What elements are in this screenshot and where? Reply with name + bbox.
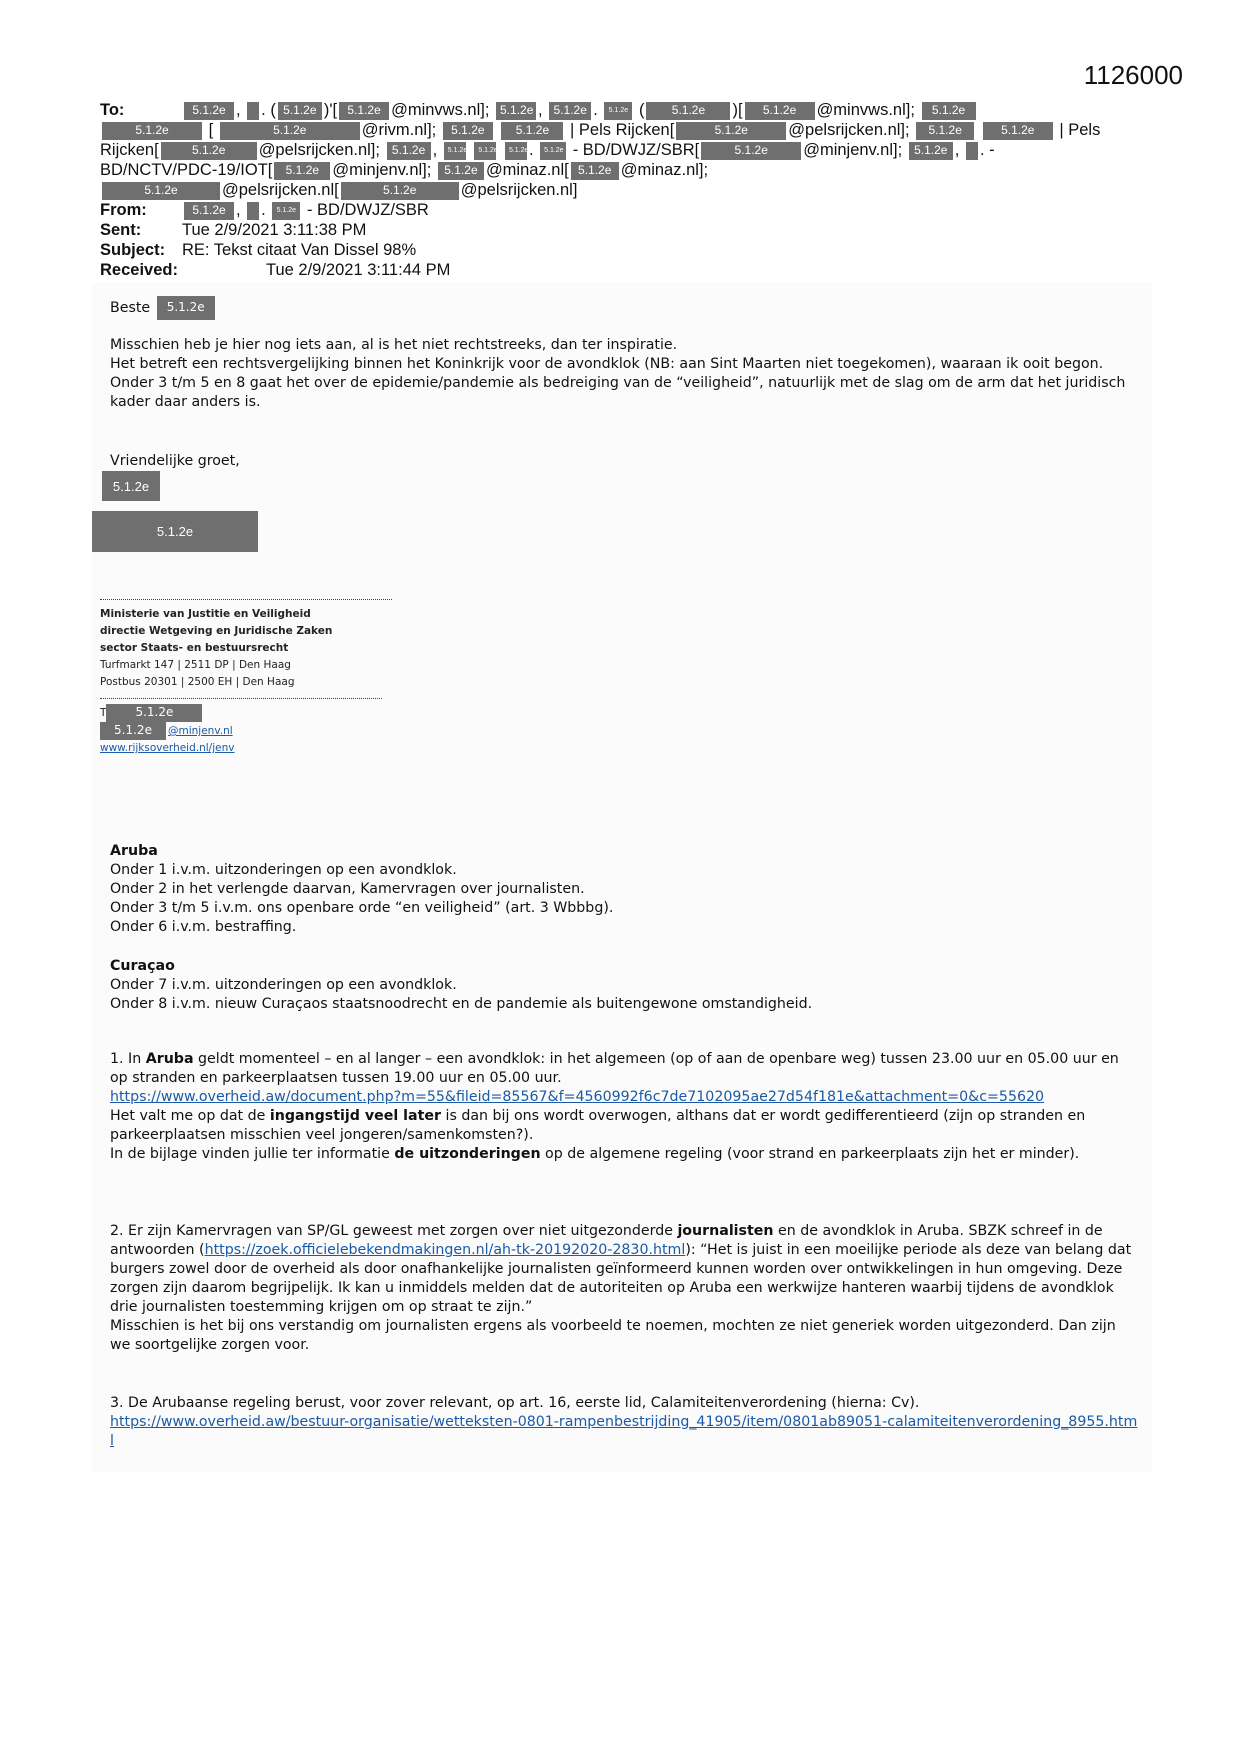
email-text: - BD/DWJZ/SBR[ <box>572 141 700 159</box>
redaction: 5.1.2e <box>339 102 389 120</box>
document-number: 1126000 <box>1083 60 1183 90</box>
redaction: 5.1.2e <box>102 122 202 140</box>
contact-email <box>100 722 420 740</box>
contact-phone <box>100 704 420 722</box>
to-line-1: To: 5.1.2e , . ( 5.1.2e )'[ 5.1.2e @minvws.nl]; 5.1.2e , 5.1.2e . 5.1.2e ( 5.1.2e )[ 5.1.2e @minvws.nl]; 5.1.2e <box>100 100 1140 120</box>
point-1-intro <box>110 1050 1140 1088</box>
email-text: @pelsrijcken.nl[ <box>222 181 339 199</box>
email-text: @minaz.nl[ <box>485 161 569 179</box>
bold-text: journalisten <box>677 1223 774 1239</box>
calamiteitenverordening-link[interactable]: https://www.overheid.aw/bestuur-organisatie/wetteksten-0801-rampenbestrijding_41905/item/0801ab89051-calamiteitenverordening_8955.html <box>110 1414 1138 1449</box>
to-line-2: 5.1.2e [ 5.1.2e @rivm.nl]; 5.1.2e 5.1.2e | Pels Rijcken[ 5.1.2e @pelsrijcken.nl]; 5.1.2e 5.1.2e | Pels <box>100 120 1140 140</box>
email-text: BD/NCTV/PDC-19/IOT[ <box>100 161 273 179</box>
org-name: Ministerie van Justitie en Veiligheid <box>100 608 311 620</box>
redaction: 5.1.2e <box>676 122 786 140</box>
summary-item: Onder 8 i.v.m. nieuw Curaçaos staatsnoodrecht en de pandemie als buitengewone omstandigheid. <box>110 996 813 1012</box>
website-link[interactable]: www.rijksoverheid.nl/jenv <box>100 742 235 754</box>
bold-text: Aruba <box>145 1051 194 1067</box>
redaction <box>247 102 259 120</box>
point-1-link-line <box>110 1088 1140 1107</box>
redaction: 5.1.2e <box>387 142 431 160</box>
org-directie: directie Wetgeving en Juridische Zaken <box>100 625 333 637</box>
point-1-observation <box>110 1107 1140 1145</box>
redaction: 5.1.2e <box>92 511 258 552</box>
bold-text: ingangstijd veel later <box>269 1108 441 1124</box>
received-value: Tue 2/9/2021 3:11:44 PM <box>266 261 451 279</box>
text: is dan bij ons wordt overwogen, althans dat er wordt gedifferentieerd (zijn op stranden en parkeerplaatsen misschien veel jongeren/samenkomsten?). <box>110 1108 1086 1143</box>
point-1-attachment <box>110 1145 1140 1164</box>
redaction: 5.1.2e <box>272 202 300 220</box>
bold-text: de uitzonderingen <box>394 1146 541 1162</box>
point-1 <box>110 1050 1140 1164</box>
email-text: @minvws.nl]; <box>816 101 915 119</box>
redaction: 5.1.2e <box>571 162 619 180</box>
redaction: 5.1.2e <box>102 182 220 200</box>
intro-paragraph <box>110 336 1140 412</box>
email-text: | Pels Rijcken[ <box>570 121 675 139</box>
point-3-text: 3. De Arubaanse regeling berust, voor zover relevant, op art. 16, eerste lid, Calamiteitenverordening (hierna: Cv). <box>110 1395 920 1411</box>
redaction <box>247 202 259 220</box>
email-text: @minaz.nl]; <box>620 161 709 179</box>
received-line <box>100 260 1140 280</box>
from-label: From: <box>100 201 147 219</box>
email-text: | Pels <box>1059 121 1101 139</box>
email-text: @pelsrijcken.nl]; <box>788 121 910 139</box>
divider <box>100 599 392 600</box>
redaction: 5.1.2e <box>274 162 330 180</box>
redaction: 5.1.2e <box>341 182 459 200</box>
redaction: 5.1.2e <box>646 102 730 120</box>
kamervragen-link[interactable]: https://zoek.officielebekendmakingen.nl/ah-tk-20192020-2830.html <box>204 1242 686 1258</box>
summary-item: Onder 1 i.v.m. uitzonderingen op een avondklok. <box>110 862 457 878</box>
to-line-3: Rijcken[ 5.1.2e @pelsrijcken.nl]; 5.1.2e , 5.1.2e 5.1.2e 5.1.2e. 5.1.2e - BD/DWJZ/SBR[ 5.1.2e @minjenv.nl]; 5.1.2e , . - <box>100 141 995 159</box>
redaction: 5.1.2e <box>444 142 466 160</box>
text: In de bijlage vinden jullie ter informatie <box>110 1146 395 1162</box>
text: Het valt me op dat de <box>110 1108 270 1124</box>
text: 1. In <box>110 1051 146 1067</box>
email-text: @pelsrijcken.nl] <box>460 181 578 199</box>
subject-value: RE: Tekst citaat Van Dissel 98% <box>182 241 417 259</box>
redaction: 5.1.2e <box>102 471 160 501</box>
point-3 <box>110 1394 1140 1451</box>
subject-label: Subject: <box>100 241 166 259</box>
aruba-heading: Aruba <box>110 843 158 859</box>
summary-aruba <box>110 842 1140 937</box>
text: ): “Het is juist in een moeilijke periode als deze van belang dat burgers zowel door de overheid als door onafhankelijke journalisten geïnformeerd kunnen worden over ontwikkelingen in hun omgeving. Deze zorgen zijn daarom begrijpelijk. Ik kan u inmiddels melden dat de autoriteiten op Aruba een werkwijze hanteren waarbij tijdens de avondklok drie journalisten toestemming krijgen om op straat te zijn.” <box>110 1242 1132 1315</box>
email-link[interactable]: @minjenv.nl <box>168 725 233 737</box>
text: op de algemene regeling (voor strand en parkeerplaats zijn het er minder). <box>540 1146 1080 1162</box>
summary-item: Onder 6 i.v.m. bestraffing. <box>110 919 297 935</box>
divider <box>100 698 382 699</box>
summary-item: Onder 2 in het verlengde daarvan, Kamervragen over journalisten. <box>110 881 585 897</box>
point-2-main <box>110 1222 1140 1317</box>
text: en de avondklok in Aruba. SBZK schreef in de antwoorden ( <box>110 1223 1103 1258</box>
to-label: To: <box>100 101 125 119</box>
redaction: 5.1.2e <box>184 202 234 220</box>
redaction: 5.1.2e <box>106 704 202 722</box>
address-visit: Turfmarkt 147 | 2511 DP | Den Haag <box>100 659 291 671</box>
document-link[interactable]: https://www.overheid.aw/document.php?m=55&fileid=85567&f=4560992f6c7de7102095ae27d54f181e&attachment=0&c=55620 <box>110 1089 1045 1105</box>
redaction: 5.1.2e <box>438 162 484 180</box>
redaction: 5.1.2e <box>161 142 257 160</box>
sent-label: Sent: <box>100 221 142 239</box>
summary-item: Onder 3 t/m 5 i.v.m. ons openbare orde “en veiligheid” (art. 3 Wbbbg). <box>110 900 614 916</box>
contact-website <box>100 740 420 757</box>
redaction: 5.1.2e <box>745 102 815 120</box>
point-2 <box>110 1222 1140 1355</box>
org-sector: sector Staats- en bestuursrecht <box>100 642 289 654</box>
redaction: 5.1.2e <box>100 722 166 740</box>
redaction: 5.1.2e <box>157 296 215 320</box>
redaction: 5.1.2e <box>549 102 591 120</box>
redaction: 5.1.2e <box>909 142 953 160</box>
redaction: 5.1.2e <box>701 142 801 160</box>
redaction: 5.1.2e <box>604 102 632 120</box>
redaction: 5.1.2e <box>474 142 496 160</box>
redaction: 5.1.2e <box>983 122 1053 140</box>
redaction: 5.1.2e <box>916 122 974 140</box>
point-3-link-line <box>110 1413 1140 1451</box>
text: 2. Er zijn Kamervragen van SP/GL geweest met zorgen over niet uitgezonderde <box>110 1223 678 1239</box>
email-text: @pelsrijcken.nl]; <box>258 141 380 159</box>
curacao-heading: Curaçao <box>110 958 175 974</box>
redaction: 5.1.2e <box>443 122 493 140</box>
from-value: - BD/DWJZ/SBR <box>306 201 429 219</box>
sent-line <box>100 220 1140 240</box>
redaction: 5.1.2e <box>505 142 527 160</box>
email-text: . - <box>979 141 995 159</box>
redaction: 5.1.2e <box>220 122 360 140</box>
email-text: @minjenv.nl]; <box>332 161 432 179</box>
redaction: 5.1.2e <box>496 102 536 120</box>
signature-block <box>100 606 420 691</box>
intro-line: Het betreft een rechtsvergelijking binnen het Koninkrijk voor de avondklok (NB: aan Sint Maarten niet toegekomen), waaraan ik ooit begon. <box>110 356 1104 372</box>
closing: Vriendelijke groet, <box>110 453 240 469</box>
intro-line: Misschien heb je hier nog iets aan, al is het niet rechtstreeks, dan ter inspiratie. <box>110 337 678 353</box>
address-post: Postbus 20301 | 2500 EH | Den Haag <box>100 676 295 688</box>
email-text: @minvws.nl]; <box>391 101 490 119</box>
sent-value: Tue 2/9/2021 3:11:38 PM <box>182 221 367 239</box>
subject-line <box>100 240 1140 260</box>
redaction <box>966 142 978 160</box>
redaction: 5.1.2e <box>922 102 976 120</box>
greeting-line <box>110 296 1140 320</box>
email-text: @minjenv.nl]; <box>803 141 903 159</box>
redaction: 5.1.2e <box>501 122 563 140</box>
email-text: @rivm.nl]; <box>361 121 437 139</box>
received-label: Received: <box>100 261 178 279</box>
summary-curacao <box>110 957 1140 1014</box>
intro-line: Onder 3 t/m 5 en 8 gaat het over de epidemie/pandemie als bedreiging van de “veiligheid”, natuurlijk met de slag om de arm dat het juridisch kader daar anders is. <box>110 375 1126 410</box>
to-line-4 <box>100 160 1140 180</box>
greeting: Beste <box>110 300 151 316</box>
summary-item: Onder 7 i.v.m. uitzonderingen op een avondklok. <box>110 977 457 993</box>
phone-prefix: T <box>100 707 107 719</box>
redaction: 5.1.2e <box>184 102 234 120</box>
to-line-5 <box>100 180 1140 200</box>
text: geldt momenteel – en al langer – een avondklok: in het algemeen (op of aan de openbare weg) tussen 23.00 uur en 05.00 uur en op stranden en parkeerplaatsen tussen 19.00 uur en 05.00 uur. <box>110 1051 1119 1086</box>
email-text: Rijcken[ <box>100 141 159 159</box>
from-line: From: 5.1.2e , . 5.1.2e - BD/DWJZ/SBR <box>100 201 429 219</box>
redaction: 5.1.2e <box>540 142 566 160</box>
point-2-suggestion: Misschien is het bij ons verstandig om journalisten ergens als voorbeeld te noemen, mochten ze niet generiek worden uitgezonderd. Dan zijn we soortgelijke zorgen voor. <box>110 1318 1116 1353</box>
redaction: 5.1.2e <box>278 102 322 120</box>
